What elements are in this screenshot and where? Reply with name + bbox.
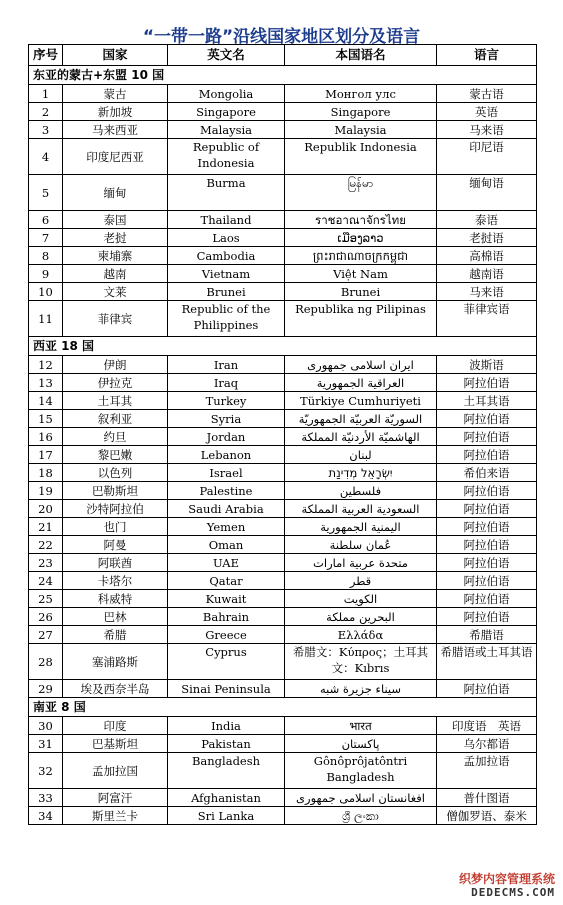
table-row <box>29 121 537 139</box>
table-row <box>29 446 537 464</box>
table-row <box>29 807 537 825</box>
cell-native-name: افغانستان اسلامی جمهوری <box>285 789 437 807</box>
cell-english-name: Sri Lanka <box>168 807 285 825</box>
cell-country: 卡塔尔 <box>63 572 168 590</box>
cell-native-name: السعودية العربية المملكة <box>285 500 437 518</box>
cell-language: 阿拉伯语 <box>437 500 537 518</box>
table-row <box>29 753 537 789</box>
cell-language: 印尼语 <box>437 139 537 175</box>
cell-country: 泰国 <box>63 211 168 229</box>
cell-index: 10 <box>29 283 63 301</box>
cell-language: 菲律宾语 <box>437 301 537 337</box>
section-header-row <box>29 698 537 717</box>
cell-country: 巴勒斯坦 <box>63 482 168 500</box>
header-language: 语言 <box>437 45 537 66</box>
cell-country: 伊朗 <box>63 356 168 374</box>
table-row <box>29 301 537 337</box>
cell-index: 28 <box>29 644 63 680</box>
cell-english-name: Vietnam <box>168 265 285 283</box>
cell-country: 印度尼西亚 <box>63 139 168 175</box>
cell-english-name: Qatar <box>168 572 285 590</box>
cell-english-name: Singapore <box>168 103 285 121</box>
cell-native-name: Singapore <box>285 103 437 121</box>
cell-country: 塞浦路斯 <box>63 644 168 680</box>
table-row <box>29 717 537 735</box>
cell-country: 阿曼 <box>63 536 168 554</box>
cell-english-name: Israel <box>168 464 285 482</box>
cell-country: 新加坡 <box>63 103 168 121</box>
cell-country: 以色列 <box>63 464 168 482</box>
cell-english-name: Greece <box>168 626 285 644</box>
cell-language: 阿拉伯语 <box>437 608 537 626</box>
cell-english-name: Palestine <box>168 482 285 500</box>
cell-native-name: Монгол улс <box>285 85 437 103</box>
cell-native-name: Gônôprôjatôntri Bangladesh <box>285 753 437 789</box>
table-row <box>29 572 537 590</box>
cell-language: 印度语 英语 <box>437 717 537 735</box>
cell-english-name: Turkey <box>168 392 285 410</box>
cell-country: 巴林 <box>63 608 168 626</box>
cell-index: 18 <box>29 464 63 482</box>
cell-english-name: Mongolia <box>168 85 285 103</box>
cell-index: 31 <box>29 735 63 753</box>
cell-language: 阿拉伯语 <box>437 374 537 392</box>
cell-index: 5 <box>29 175 63 211</box>
cell-index: 26 <box>29 608 63 626</box>
cell-index: 8 <box>29 247 63 265</box>
cell-native-name: Republika ng Pilipinas <box>285 301 437 337</box>
table-row <box>29 211 537 229</box>
cell-english-name: UAE <box>168 554 285 572</box>
cell-country: 越南 <box>63 265 168 283</box>
header-english-name: 英文名 <box>168 45 285 66</box>
cell-index: 3 <box>29 121 63 139</box>
cell-language: 缅甸语 <box>437 175 537 211</box>
table-row <box>29 139 537 175</box>
cell-english-name: Afghanistan <box>168 789 285 807</box>
cell-language: 乌尔都语 <box>437 735 537 753</box>
table-row <box>29 464 537 482</box>
cell-index: 25 <box>29 590 63 608</box>
cell-index: 33 <box>29 789 63 807</box>
cell-country: 也门 <box>63 518 168 536</box>
table-row <box>29 265 537 283</box>
cell-index: 17 <box>29 446 63 464</box>
cell-language: 阿拉伯语 <box>437 446 537 464</box>
cell-language: 越南语 <box>437 265 537 283</box>
cell-language: 普什图语 <box>437 789 537 807</box>
table-row <box>29 247 537 265</box>
cell-index: 32 <box>29 753 63 789</box>
cell-native-name: متحدة عربية امارات <box>285 554 437 572</box>
cell-language: 希腊语或土耳其语 <box>437 644 537 680</box>
table-row <box>29 590 537 608</box>
table-row <box>29 229 537 247</box>
table-row <box>29 518 537 536</box>
cell-language: 蒙古语 <box>437 85 537 103</box>
cell-native-name: السوريّة العربيّة الجمهوريّة <box>285 410 437 428</box>
cell-country: 阿富汗 <box>63 789 168 807</box>
cell-native-name: قطر <box>285 572 437 590</box>
cell-index: 34 <box>29 807 63 825</box>
cell-country: 沙特阿拉伯 <box>63 500 168 518</box>
cell-index: 11 <box>29 301 63 337</box>
cell-index: 1 <box>29 85 63 103</box>
cell-native-name: ශ්‍රී ලංකා <box>285 807 437 825</box>
cell-english-name: Sinai Peninsula <box>168 680 285 698</box>
cell-language: 马来语 <box>437 121 537 139</box>
table-row <box>29 626 537 644</box>
cell-language: 老挝语 <box>437 229 537 247</box>
watermark <box>459 873 555 899</box>
cell-native-name: Malaysia <box>285 121 437 139</box>
cell-language: 阿拉伯语 <box>437 518 537 536</box>
cell-language: 土耳其语 <box>437 392 537 410</box>
cell-country: 印度 <box>63 717 168 735</box>
table-row <box>29 735 537 753</box>
cell-language: 阿拉伯语 <box>437 590 537 608</box>
cell-index: 2 <box>29 103 63 121</box>
cell-native-name: မြန်မာ <box>285 175 437 211</box>
document-title: “一带一路”沿线国家地区划分及语言 <box>142 27 421 47</box>
cell-country: 文莱 <box>63 283 168 301</box>
cell-index: 30 <box>29 717 63 735</box>
cell-native-name: Ελλάδα <box>285 626 437 644</box>
cell-language: 泰语 <box>437 211 537 229</box>
cell-language: 僧伽罗语、泰米 <box>437 807 537 825</box>
section-title: 西亚 18 国 <box>29 337 537 356</box>
cell-country: 巴基斯坦 <box>63 735 168 753</box>
cell-language: 阿拉伯语 <box>437 482 537 500</box>
cell-native-name: فلسطين <box>285 482 437 500</box>
cell-english-name: Republic of the Philippines <box>168 301 285 337</box>
cell-native-name: Brunei <box>285 283 437 301</box>
cell-native-name: 希腊文：Κύπρος；土耳其文：Kıbrıs <box>285 644 437 680</box>
cell-native-name: العراقية الجمهورية <box>285 374 437 392</box>
header-index: 序号 <box>29 45 63 66</box>
cell-country: 蒙古 <box>63 85 168 103</box>
cell-english-name: Saudi Arabia <box>168 500 285 518</box>
cell-language: 希腊语 <box>437 626 537 644</box>
cell-country: 约旦 <box>63 428 168 446</box>
cell-index: 12 <box>29 356 63 374</box>
cell-native-name: ایران اسلامی جمهوری <box>285 356 437 374</box>
cell-language: 阿拉伯语 <box>437 536 537 554</box>
cell-english-name: Cambodia <box>168 247 285 265</box>
cell-language: 高棉语 <box>437 247 537 265</box>
cell-native-name: الهاشميّة الأردنيّة المملكة <box>285 428 437 446</box>
cell-index: 6 <box>29 211 63 229</box>
table-row <box>29 482 537 500</box>
cell-english-name: Syria <box>168 410 285 428</box>
table-header-row <box>29 45 537 66</box>
section-title: 南亚 8 国 <box>29 698 537 717</box>
cell-language: 希伯来语 <box>437 464 537 482</box>
cell-country: 柬埔寨 <box>63 247 168 265</box>
cell-country: 叙利亚 <box>63 410 168 428</box>
cell-country: 土耳其 <box>63 392 168 410</box>
header-country: 国家 <box>63 45 168 66</box>
header-native-name: 本国语名 <box>285 45 437 66</box>
country-language-table <box>28 44 537 825</box>
table-row <box>29 175 537 211</box>
cell-native-name: יִשְׂרָאֵל מְדִינַת <box>285 464 437 482</box>
cell-language: 阿拉伯语 <box>437 410 537 428</box>
cell-index: 16 <box>29 428 63 446</box>
table-row <box>29 283 537 301</box>
table-row <box>29 392 537 410</box>
section-title: 东亚的蒙古+东盟 10 国 <box>29 66 537 85</box>
cell-english-name: Iran <box>168 356 285 374</box>
cell-english-name: Cyprus <box>168 644 285 680</box>
cell-native-name: الكويت <box>285 590 437 608</box>
cell-native-name: اليمنية الجمهورية <box>285 518 437 536</box>
cell-index: 9 <box>29 265 63 283</box>
cell-native-name: ราชอาณาจักรไทย <box>285 211 437 229</box>
cell-native-name: Việt Nam <box>285 265 437 283</box>
watermark-domain: DEDECMS.COM <box>471 886 555 899</box>
cell-english-name: Burma <box>168 175 285 211</box>
cell-index: 24 <box>29 572 63 590</box>
cell-country: 斯里兰卡 <box>63 807 168 825</box>
cell-english-name: Jordan <box>168 428 285 446</box>
cell-english-name: India <box>168 717 285 735</box>
table-row <box>29 644 537 680</box>
cell-country: 马来西亚 <box>63 121 168 139</box>
cell-country: 菲律宾 <box>63 301 168 337</box>
cell-native-name: Republik Indonesia <box>285 139 437 175</box>
cell-index: 4 <box>29 139 63 175</box>
cell-english-name: Laos <box>168 229 285 247</box>
cell-index: 14 <box>29 392 63 410</box>
section-header-row <box>29 66 537 85</box>
section-header-row <box>29 337 537 356</box>
cell-english-name: Pakistan <box>168 735 285 753</box>
cell-native-name: البحرين مملكة <box>285 608 437 626</box>
cell-language: 阿拉伯语 <box>437 680 537 698</box>
cell-english-name: Republic of Indonesia <box>168 139 285 175</box>
table-row <box>29 554 537 572</box>
cell-native-name: سيناء جزيرة شبه <box>285 680 437 698</box>
cell-country: 老挝 <box>63 229 168 247</box>
table-row <box>29 536 537 554</box>
table-body <box>29 66 537 825</box>
cell-native-name: ເມືອງລາວ <box>285 229 437 247</box>
cell-country: 科威特 <box>63 590 168 608</box>
cell-english-name: Bahrain <box>168 608 285 626</box>
table-row <box>29 608 537 626</box>
cell-english-name: Bangladesh <box>168 753 285 789</box>
cell-country: 伊拉克 <box>63 374 168 392</box>
cell-language: 马来语 <box>437 283 537 301</box>
cell-index: 13 <box>29 374 63 392</box>
table-row <box>29 500 537 518</box>
cell-language: 阿拉伯语 <box>437 554 537 572</box>
cell-country: 埃及西奈半岛 <box>63 680 168 698</box>
cell-english-name: Kuwait <box>168 590 285 608</box>
cell-index: 29 <box>29 680 63 698</box>
cell-native-name: Türkiye Cumhuriyeti <box>285 392 437 410</box>
cell-language: 孟加拉语 <box>437 753 537 789</box>
cell-index: 21 <box>29 518 63 536</box>
cell-english-name: Lebanon <box>168 446 285 464</box>
cell-country: 黎巴嫩 <box>63 446 168 464</box>
table-row <box>29 374 537 392</box>
cell-index: 27 <box>29 626 63 644</box>
cell-country: 缅甸 <box>63 175 168 211</box>
cell-country: 孟加拉国 <box>63 753 168 789</box>
cell-language: 阿拉伯语 <box>437 572 537 590</box>
cell-language: 阿拉伯语 <box>437 428 537 446</box>
cell-language: 波斯语 <box>437 356 537 374</box>
cell-native-name: भारत <box>285 717 437 735</box>
cell-english-name: Brunei <box>168 283 285 301</box>
cell-english-name: Iraq <box>168 374 285 392</box>
cell-english-name: Malaysia <box>168 121 285 139</box>
table-row <box>29 680 537 698</box>
cell-language: 英语 <box>437 103 537 121</box>
cell-country: 希腊 <box>63 626 168 644</box>
cell-english-name: Oman <box>168 536 285 554</box>
cell-native-name: ព្រះរាជាណាចក្រកម្ពុជា <box>285 247 437 265</box>
cell-native-name: عُمان سلطنة <box>285 536 437 554</box>
table-row <box>29 103 537 121</box>
cell-index: 15 <box>29 410 63 428</box>
cell-english-name: Thailand <box>168 211 285 229</box>
cell-index: 7 <box>29 229 63 247</box>
cell-index: 23 <box>29 554 63 572</box>
cell-country: 阿联酋 <box>63 554 168 572</box>
cell-native-name: لبنان <box>285 446 437 464</box>
table-row <box>29 85 537 103</box>
watermark-brand: 织梦内容管理系统 <box>458 872 555 886</box>
cell-native-name: پاکستان <box>285 735 437 753</box>
table-row <box>29 356 537 374</box>
cell-english-name: Yemen <box>168 518 285 536</box>
table-row <box>29 428 537 446</box>
table-row <box>29 789 537 807</box>
table-row <box>29 410 537 428</box>
cell-index: 20 <box>29 500 63 518</box>
cell-index: 19 <box>29 482 63 500</box>
cell-index: 22 <box>29 536 63 554</box>
